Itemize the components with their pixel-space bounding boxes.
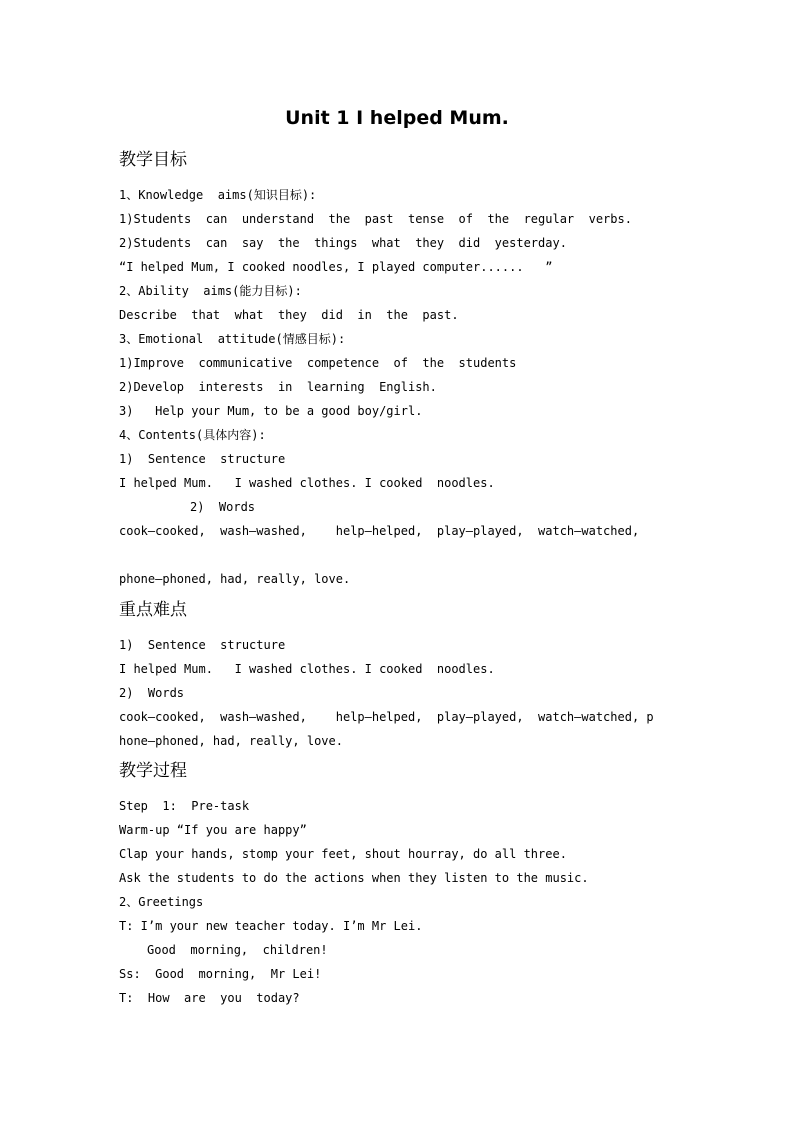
contents-heading: 4、Contents(具体内容): [119, 428, 266, 442]
contents-line: 1) Sentence structure [119, 452, 286, 466]
objective-line: 1)Students can understand the past tense of the regular verbs. [119, 212, 632, 226]
words-line: cook—cooked, wash—washed, help—helped, play—played, watch—watched, [119, 524, 640, 538]
objective-line: Describe that what they did in the past. [119, 308, 459, 322]
objective-line: 1)Improve communicative competence of the students [119, 356, 517, 370]
process-line: 2、Greetings [119, 895, 204, 909]
objective-quote-line: “I helped Mum, I cooked noodles, I played computer...... ” [119, 260, 553, 274]
key-point-line: hone—phoned, had, really, love. [119, 734, 343, 748]
key-point-line: 1) Sentence structure [119, 638, 286, 652]
process-line: Ss: Good morning, Mr Lei! [119, 967, 322, 981]
objective-line: 3) Help your Mum, to be a good boy/girl. [119, 404, 423, 418]
words-line: phone—phoned, had, really, love. [119, 572, 351, 586]
process-line-indented: Good morning, children! [147, 943, 328, 957]
process-line: Clap your hands, stomp your feet, shout hourray, do all three. [119, 847, 567, 861]
process-line: Warm-up “If you are happy” [119, 823, 307, 837]
knowledge-aims-heading: 1、Knowledge aims(知识目标): [119, 188, 317, 202]
emotional-attitude-heading: 3、Emotional attitude(情感目标): [119, 332, 346, 346]
contents-line-indented: 2) Words [190, 500, 256, 514]
process-line: T: How are you today? [119, 991, 300, 1005]
objective-line: 2)Develop interests in learning English. [119, 380, 437, 394]
process-line: T: I’m your new teacher today. I’m Mr Lei. [119, 919, 423, 933]
section-heading-objectives: 教学目标 [119, 150, 187, 170]
section-heading-process: 教学过程 [119, 761, 187, 781]
key-point-line: cook—cooked, wash—washed, help—helped, play—played, watch—watched, p [119, 710, 654, 724]
document-title: Unit 1 I helped Mum. [285, 107, 509, 129]
process-line: Ask the students to do the actions when they listen to the music. [119, 871, 589, 885]
contents-line: I helped Mum. I washed clothes. I cooked noodles. [119, 476, 495, 490]
process-line: Step 1: Pre-task [119, 799, 250, 813]
key-point-line: I helped Mum. I washed clothes. I cooked noodles. [119, 662, 495, 676]
objective-line: 2)Students can say the things what they did yesterday. [119, 236, 567, 250]
section-heading-key-points: 重点难点 [119, 600, 187, 620]
key-point-line: 2) Words [119, 686, 185, 700]
ability-aims-heading: 2、Ability aims(能力目标): [119, 284, 302, 298]
